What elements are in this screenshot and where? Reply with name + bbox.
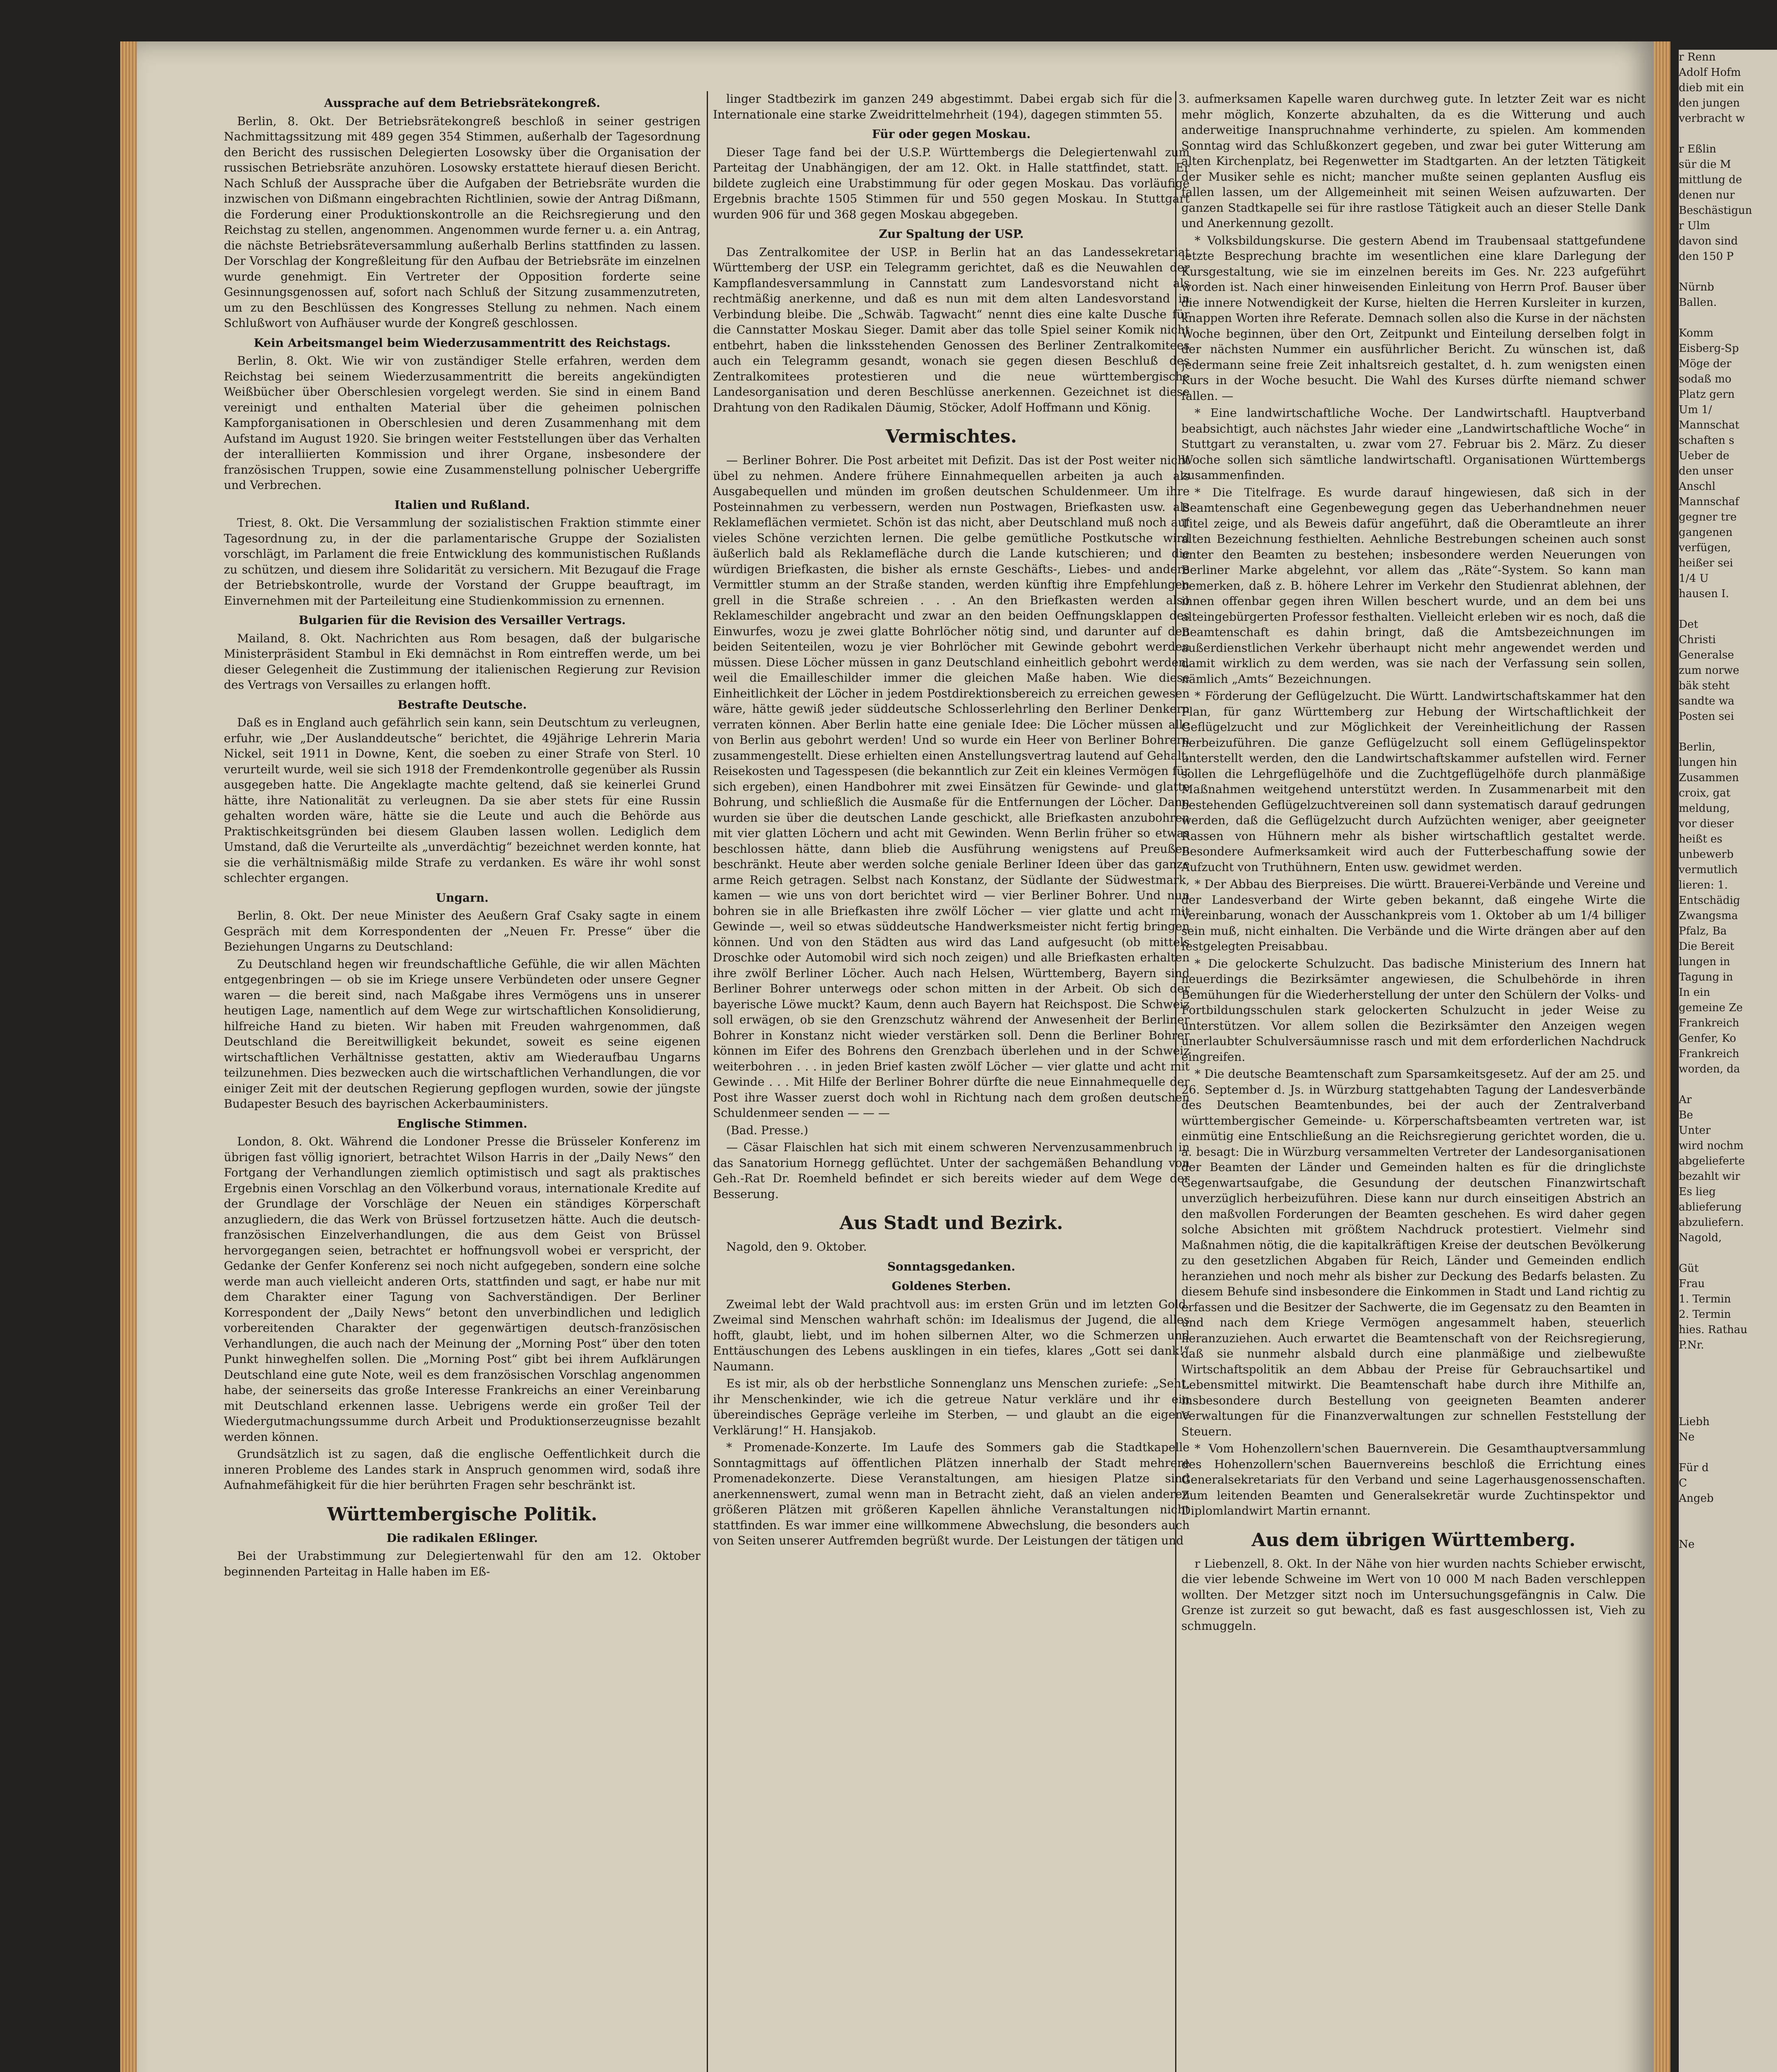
cut-off-line: hies. Rathau [1679, 1324, 1748, 1336]
paragraph: * Promenade-Konzerte. Im Laufe des Sommers gab die Stadtkapelle Sonntagmittags auf öffentlichen Plätzen innerhalb der Stadt mehrere Promenadekonzerte. Diese Veranstaltungen, am hiesigen Platze sind anerkennenswert, zumal wenn man in Betracht zieht, daß an vielen anderen größeren Plätzen mit größeren Kapellen ähnliche Veranstaltungen nicht stattfinden. Es war immer eine willkommene Abwechslung, die besonders auch von Seiten unserer Autfremden begrüßt wurde. Der Leistungen der tätigen und [713, 1440, 1190, 1547]
cut-off-line: verbracht w [1679, 112, 1745, 125]
cut-off-line: Liebh [1679, 1416, 1710, 1428]
cut-off-line: Eisberg-Sp [1679, 342, 1739, 355]
article-heading: Zur Spaltung der USP. [879, 227, 1024, 241]
paragraph: Zu Deutschland hegen wir freundschaftliche Gefühle, die wir allen Mächten entgegenbringen — ob sie im Kriege unsere Verbündeten oder unsere Gegner waren — die bereit sind, nach Maßgabe ihres Vermögens uns in unserer heutigen Lage, namentlich auf dem Wege zur wirtschaftlichen Konsolidierung, hilfreiche Hand zu bieten. Wir haben mit Freuden wahrgenommen, daß Deutschland die Bereitwilligkeit bekundet, soweit es seine eigenen wirtschaftlichen Verhältnisse gestatten, aktiv am Wiederaufbau Ungarns teilzunehmen. Dies bezwecken auch die wirtschaftlichen Verhandlungen, die vor einiger Zeit mit der deutschen Regierung gepflogen wurden, sowie der jüngste Budapester Besuch des bayrischen Ackerbauministers. [224, 957, 701, 1111]
cut-off-line: dieb mit ein [1679, 82, 1744, 94]
cut-off-line: sür die M [1679, 158, 1731, 171]
cut-off-line [1679, 264, 1777, 280]
cut-off-line: wird nochm [1679, 1140, 1744, 1152]
column-2 [713, 91, 1190, 2072]
cut-off-line: 2. Termin [1679, 1308, 1731, 1321]
cut-off-line [1679, 1506, 1777, 1522]
article-heading: Aussprache auf dem Betriebsrätekongreß. [324, 96, 601, 110]
paragraph: * Vom Hohenzollern'schen Bauernverein. Die Gesamthauptversammlung des Hohenzollern'schen Bauernvereins beschloß die Errichtung eines Generalsekretariats für den Verband und seine Lagerhausgenossenschaften. Zum leitenden Beamten und Generalsekretär wurde Zuchtinspektor und Diplomlandwirt Martin ernannt. [1181, 1442, 1646, 1518]
cut-off-line: Adolf Hofm [1679, 66, 1741, 79]
cut-off-line [1679, 724, 1777, 740]
cut-off-line: Posten sei [1679, 710, 1734, 723]
cut-off-line: 1. Termin [1679, 1293, 1731, 1305]
cut-off-line: Mannschat [1679, 419, 1740, 431]
paragraph: * Förderung der Geflügelzucht. Die Württ. Landwirtschaftskammer hat den Plan, für ganz Württemberg zur Hebung der Wirtschaftlichkeit der Geflügelzucht und zur Möglichkeit der Vereinheitlichung der Rassen herbeizuführen. Die ganze Geflügelzucht soll einem Geflügelinspektor unterstellt werden, den die Landwirtschaftskammer aufstellen wird. Ferner sollen die Lehrgeflügelhöfe und die Zuchtgeflügelhöfe durch planmäßige Maßnahmen weitgehend unterstützt werden. In Zusammenarbeit mit den bestehenden Geflügelzuchtvereinen soll dann systematisch darauf gedrungen werden, daß die Geflügelzucht durch Aufzüchten weniger, aber geeigneter Rassen von Hühnern mehr als bisher wirtschaftlich gestaltet werde. Besondere Aufmerksamkeit wird auch der Futterbeschaffung sowie der Aufzucht von Truthühnern, Enten usw. gewidmet werden. [1181, 689, 1646, 874]
cut-off-line: Zusammen [1679, 772, 1739, 784]
cut-off-line: Ne [1679, 1431, 1695, 1443]
cut-off-line: Mannschaf [1679, 496, 1739, 508]
cut-off-line: Berlin, [1679, 741, 1716, 753]
next-page-fragment [1679, 50, 1777, 2072]
cut-off-line: davon sind [1679, 235, 1738, 247]
cut-off-line: schaften s [1679, 434, 1734, 447]
cut-off-line: bäk steht [1679, 680, 1730, 692]
cut-off-line: worden, da [1679, 1063, 1740, 1075]
cut-off-line: Nürnb [1679, 281, 1714, 293]
article-heading: Ungarn. [436, 891, 489, 905]
cut-off-line [1679, 1384, 1777, 1399]
cut-off-line [1679, 1368, 1777, 1384]
paragraph: Berlin, 8. Okt. Der Betriebsrätekongreß beschloß in seiner gestrigen Nachmittagssitzung mit 489 gegen 354 Stimmen, außerhalb der Tagesordnung den Bericht des russischen Delegierten Losowsky über die Organisation der russischen Betriebsräte anzuhören. Losowsky erstattete hierauf diesen Bericht. Nach Schluß der Aussprache über die Aufgaben der Betriebsräte wurden die inzwischen von Dißmann eingebrachten Richtlinien, sowie der Antrag Dißmann, die Forderung einer Produktionskontrolle an die Reichsregierung und den Reichstag zu stellen, angenommen. Angenommen wurde ferner u. a. ein Antrag, die nächste Betriebsräteversammlung außerhalb Berlins stattfinden zu lassen. Der Vorschlag der Kongreßleitung für den Aufbau der Betriebsräte im einzelnen wurde genehmigt. Ein Vertreter der Opposition forderte seine Gesinnungsgenossen auf, sofort nach Schluß der Sitzung zusammenzutreten, um zu den Beschlüssen des Kongresses Stellung zu nehmen. Nach einem Schlußwort von Aufhäuser wurde der Kongreß geschlossen. [224, 114, 701, 330]
paragraph: Triest, 8. Okt. Die Versammlung der sozialistischen Fraktion stimmte einer Tagesordnung zu, in der die parlamentarische Gruppe der Sozialisten vorschlägt, im Parlament die freie Entwicklung des kommunistischen Rußlands zu schützen, und diesem ihre Solidarität zu versichern. Mit Bezugauf die Frage der Betriebskontrolle, wurde der Vorstand der Gruppe beauftragt, im Einvernehmen mit der Parteileitung eine Studienkommission zu ernennen. [224, 516, 701, 608]
cut-off-line: vor dieser [1679, 818, 1734, 830]
cut-off-line: gangenen [1679, 526, 1733, 539]
cut-off-line: Ueber de [1679, 450, 1730, 462]
cut-off-line: Entschädig [1679, 894, 1740, 907]
paragraph: * Der Abbau des Bierpreises. Die württ. Brauerei-Verbände und Vereine und der Landesverband der Wirte geben bekannt, daß eingehe Wirte die Vereinbarung, wonach der Ausschankpreis vom 1. Oktober ab um 1/4 billiger sein muß, nicht einhalten. Die Verbände und die Wirte drängen aber auf den festgelegten Preisabbau. [1181, 877, 1646, 953]
cut-off-line: In ein [1679, 986, 1710, 999]
cut-off-line: Unter [1679, 1124, 1711, 1137]
paragraph: * Die gelockerte Schulzucht. Das badische Ministerium des Innern hat neuerdings die Bezirksämter angewiesen, die Schulbehörde in ihren Bemühungen für die Wiederherstellung der unter den Schülern der Volks- und Fortbildungsschulen stark gelockerten Schulzucht in jeder Weise zu unterstützen. Vor allem sollen die Bezirksämter den Anzeigen wegen unerlaubter Schulversäumnisse rasch und mit dem erforderlichen Nachdruck eingreifen. [1181, 956, 1646, 1064]
cut-off-line: sodaß mo [1679, 373, 1732, 385]
cut-off-line: Ar [1679, 1094, 1692, 1106]
paragraph: Berlin, 8. Okt. Wie wir von zuständiger Stelle erfahren, werden dem Reichstag bei seinem Wiederzusammentritt die bereits angekündigten Weißbücher über Oberschlesien vorgelegt werden. Sie sind in einem Band vereinigt und enthalten Material über die geheimen polnischen Kampforganisationen in Oberschlesien und deren Zusammenhang mit dem Aufstand im August 1920. Sie bringen weiter Feststellungen über das Verhalten der interalliierten Kommission und ihrer Organe, insbesondere der französischen Truppen, sowie eine Zusammenstellung polnischer Uebergriffe und Verbrechen. [224, 354, 701, 492]
cut-off-line: Be [1679, 1109, 1693, 1121]
cut-off-line: P.Nr. [1679, 1339, 1704, 1351]
cut-off-line: Ballen. [1679, 296, 1717, 309]
paragraph: London, 8. Okt. Während die Londoner Presse die Brüsseler Konferenz im übrigen fast völlig ignoriert, betrachtet Wilson Harris in der „Daily News“ den Fortgang der Verhandlungen ziemlich optimistisch und sagt als praktisches Ergebnis einen Vorschlag an den Völkerbund voraus, internationale Kredite auf der Grundlage der Vorschläge der Neuen ein ständiges Körperschaft anzugliedern, die das Werk von Brüssel fortzusetzen hätte. Auch die deutsch-französischen Einzelverhandlungen, die aus dem Geist von Brüssel hervorgegangen seien, betrachtet er hoffnungsvoll wobei er verspricht, der Gedanke der Genfer Konferenz sei noch nicht aufgegeben, sondern eine solche werde man auch vielleicht anderen Orts, stattfinden und sagt, er habe nur mit dem Charakter einer Tagung von Sachverständigen. Der Berliner Korrespondent der „Daily News“ betont den unverbindlichen und lediglich vorbereitenden Charakter der gegenwärtigen deutsch-französischen Verhandlungen, die auch nach der Meinung der „Morning Post“ über den toten Punkt hinweghelfen sollen. Die „Morning Post“ gibt bei ihrem Aufklärungen Deutschland eine gute Note, weil es dem französischen Vorschlag angenommen habe, der seinerseits das große Interesse Frankreichs an einer Vereinbarung mit Deutschland erkennen lasse. Uebrigens werde ein großer Teil der Wiedergutmachungssumme durch Arbeit und Produktionserzeugnisse bezahlt werden können. [224, 1135, 701, 1444]
cut-off-line: Anschl [1679, 480, 1716, 493]
cut-off-line: Güt [1679, 1262, 1699, 1275]
cut-off-line: mittlung de [1679, 174, 1742, 186]
paragraph: Grundsätzlich ist zu sagen, daß die englische Oeffentlichkeit durch die inneren Probleme des Landes stark in Anspruch genommen wird, sodaß ihre Aufnahmefähigkeit für die hier berührten Fragen sehr beschränkt ist. [224, 1447, 701, 1492]
cut-off-line: Pfalz, Ba [1679, 925, 1727, 937]
article-heading: Bulgarien für die Revision des Versailler Vertrags. [298, 613, 626, 627]
cut-off-line: Komm [1679, 327, 1714, 339]
cut-off-line: Nagold, [1679, 1232, 1722, 1244]
cut-off-line: r Ulm [1679, 220, 1710, 232]
cut-off-line [1679, 1522, 1777, 1537]
cut-off-line: gegner tre [1679, 511, 1737, 523]
cut-off-line: Für d [1679, 1462, 1709, 1474]
paragraph: (Bad. Presse.) [726, 1123, 808, 1137]
cut-off-line: Platz gern [1679, 388, 1735, 401]
paragraph: * Volksbildungskurse. Die gestern Abend im Traubensaal stattgefundene letzte Besprechung brachte im wesentlichen eine klare Darlegung der Kursgestaltung, wie sie im einzelnen bereits im Ges. Nr. 223 aufgeführt worden ist. Nach einer hinweisenden Einleitung von Herrn Prof. Bauser über die innere Notwendigkeit der Kurse, hielten die Herren Kursleiter in kurzen, knappen Worten ihre Referate. Demnach sollen also die Kurse in der nächsten Woche beginnen, über den Ort, Zeitpunkt und Einteilung derselben folgt in der nächsten Nummer ein ausführlicher Bericht. Zu wünschen ist, daß jedermann seine freie Zeit inhaltsreich gestaltet, d. h. zum wenigsten einen Kurs in der Woche besucht. Die Wahl des Kurses dürfte niemand schwer fallen. — [1181, 233, 1646, 403]
paragraph: r Liebenzell, 8. Okt. In der Nähe von hier wurden nachts Schieber erwischt, die vier lebende Schweine im Wert von 10 000 M nach Baden verschleppen wollten. Der Metzger sitzt noch im Untersuchungsgefängnis in Calw. Die Grenze ist zurzeit so gut bewacht, daß es fast ausgeschlossen ist, Vieh zu schmuggeln. [1181, 1556, 1646, 1633]
cut-off-line: verfügen, [1679, 542, 1731, 554]
cut-off-line: bezahlt wir [1679, 1170, 1741, 1183]
column-3 [1181, 91, 1646, 2072]
section-heading: Aus Stadt und Bezirk. [839, 1213, 1063, 1234]
cut-off-line: Um 1/ [1679, 404, 1712, 416]
cut-off-line: croix, gat [1679, 787, 1731, 799]
paragraph: Bei der Urabstimmung zur Delegiertenwahl für den am 12. Oktober beginnenden Parteitag in Halle haben im Eß- [224, 1549, 701, 1578]
cut-off-line [1679, 126, 1777, 142]
cut-off-line: denen nur [1679, 189, 1735, 201]
cut-off-line: Ne [1679, 1538, 1695, 1551]
paragraph: Es ist mir, als ob der herbstliche Sonnenglanz uns Menschen zuriefe: „Seht, ihr Menschenkinder, wie ich die getreue Natur verkläre und ihr ein übereindisches Gepräge verleihe im Sterben, — und glaubt an die eigene Verklärung!“ H. Hansjakob. [713, 1377, 1190, 1437]
cut-off-line: Es lieg [1679, 1186, 1716, 1198]
article-heading: Bestrafte Deutsche. [398, 697, 527, 712]
cut-off-line: heißt es [1679, 833, 1723, 845]
cut-off-line [1679, 1246, 1777, 1261]
cut-off-line: hausen I. [1679, 588, 1729, 600]
cut-off-line: Beschästigun [1679, 204, 1752, 217]
cut-off-line: Frankreich [1679, 1048, 1739, 1060]
article-heading: Für oder gegen Moskau. [872, 127, 1031, 141]
column-1 [224, 91, 701, 2072]
paragraph: linger Stadtbezirk im ganzen 249 abgestimmt. Dabei ergab sich für die 3. Internationale eine starke Zweidrittelmehrheit (194), dagegen stimmten 55. [713, 92, 1190, 121]
cut-off-line: den 150 P [1679, 250, 1734, 263]
cut-off-line: zum norwe [1679, 664, 1739, 677]
cut-off-line: lungen in [1679, 956, 1730, 968]
article-heading: Goldenes Sterben. [892, 1279, 1011, 1293]
paragraph: Dieser Tage fand bei der U.S.P. Württembergs die Delegiertenwahl zum Parteitag der Unabhängigen, der am 12. Okt. in Halle stattfindet, statt. Er bildete zugleich eine Urabstimmung für oder gegen Moskau. Das vorläufige Ergebnis brachte 1505 Stimmen für und 550 gegen Moskau. In Stuttgart wurden 906 für und 368 gegen Moskau abgegeben. [713, 145, 1190, 221]
cut-off-line: Generalse [1679, 649, 1734, 661]
cut-off-line: meldung, [1679, 802, 1730, 815]
cut-off-line: heißer sei [1679, 557, 1733, 569]
cut-off-line: den unser [1679, 465, 1733, 477]
section-heading: Aus dem übrigen Württemberg. [1251, 1529, 1576, 1551]
cut-off-line: den jungen [1679, 97, 1740, 109]
section-heading: Vermischtes. [885, 426, 1017, 447]
paragraph: * Die deutsche Beamtenschaft zum Sparsamkeitsgesetz. Auf der am 25. und 26. September d. Js. in Würzburg stattgehabten Tagung der Landesverbände des Deutschen Beamtenbundes, bei der auch der Zentralverband württembergischer Gemeinde- u. Körperschaftsbeamten vertreten war, ist einmütig eine Entschließung an die Reichsregierung gerichtet worden, die u. a. besagt: Die in Würzburg versammelten Vertreter der Landesorganisationen der Beamten der Länder und Gemeinden halten es für die dringlichste Gegenwartsaufgabe, die Gesundung der deutschen Finanzwirtschaft unverzüglich herbeizuführen. Diese kann nur durch einseitigen Abstrich an den maßvollen Forderungen der Beamten geschehen. Es wird daher gegen solche Absichten mit größtem Nachdruck protestiert. Vielmehr sind Maßnahmen nötig, die die kapitalkräftigen Kreise der deutschen Bevölkerung zu den gesetzlichen Abgaben für Reich, Länder und Gemeinden endlich heranziehen und noch mehr als bisher zur Deckung des Bedarfs belasten. Zu diesem Behufe sind insbesondere die Einkommen in Stadt und Land richtig zu erfassen und die Besitzer der Sachwerte, die im Gegensatz zu den Beamten in und nach dem Kriege Vermögen angesammelt haben, steuerlich heranzuziehen. Auch erwartet die Beamtenschaft von der Reichsregierung, daß sie nunmehr alsbald durch eine planmäßige und zielbewußte Wirtschaftspolitik an dem Abbau der Preise für Gebrauchsartikel und Lebensmittel mitwirkt. Die Beamtenschaft habe durch ihre Mithilfe an, insbesondere durch Bestellung von geeigneten Beamten anderer Verwaltungen für die Finanzverwaltungen zur schnellen Feststellung der Steuern. [1181, 1067, 1646, 1438]
paragraph: Das Zentralkomitee der USP. in Berlin hat an das Landessekretariat Württemberg der USP. ein Telegramm gerichtet, daß es die Neuwahlen der Kampflandesversammlung in Cannstatt zum Landesvorstand nicht als rechtmäßig anerkenne, und daß es nun mit dem alten Landesvorstand in Verbindung bleibe. Die „Schwäb. Tagwacht“ nennt dies eine kalte Dusche für die Cannstatter Moskau Sieger. Damit aber das tolle Spiel seiner Komik nicht entbehrt, haben die linksstehenden Genossen des Berliner Zentralkomitees auch ein Telegramm gesandt, wonach sie gegen diesen Beschluß des Zentralkomitees protestieren und die neue württembergische Landesorganisation und deren Beschlüsse anerkennen. Gezeichnet ist diese Drahtung von den Radikalen Däumig, Stöcker, Adolf Hoffmann und König. [713, 245, 1190, 414]
cut-off-line: gemeine Ze [1679, 1002, 1743, 1014]
page-edges-left [120, 41, 137, 2072]
cut-off-line: Frau [1679, 1278, 1705, 1290]
cut-off-line: Genfer, Ko [1679, 1032, 1736, 1045]
article-heading: Kein Arbeitsmangel beim Wiederzusammentritt des Reichstags. [254, 336, 671, 350]
cut-off-line: C [1679, 1477, 1687, 1489]
cut-off-line: 1/4 U [1679, 572, 1709, 585]
cut-off-line: Det [1679, 618, 1698, 631]
cut-off-line: Christi [1679, 634, 1716, 646]
section-heading: Württembergische Politik. [327, 1503, 597, 1525]
paragraph: — Berliner Bohrer. Die Post arbeitet mit Defizit. Das ist der Post weiter nicht übel zu nehmen. Andere frühere Einnahmequellen arbeiten ja auch als Ausgabequellen und münden im großen deutschen Schuldenmeer. Um ihre Posteinnahmen zu verbessern, werden nun Postwagen, Briefkasten usw. als Reklameflächen vermietet. Schön ist das nicht, aber Deutschland muß noch auf vieles Schöne verzichten lernen. Die gelbe gemütliche Postkutsche wird äußerlich bald als Reklamefläche durch die Lande kutschieren; und die würdigen Briefkasten, die bisher als ernste Geschäfts-, Liebes- und andere Vermittler stumm an der Straße standen, werden künftig ihre Empfehlungen grell in die Straße schreien . . . An den Briefkasten werden also Reklameschilder angebracht und zwar an den beiden Oeffnungsklappen des Einwurfes, wozu je zwei glatte Bohrlöcher nötig sind, und darunter auf den beiden Seitenteilen, wozu je vier Bohrlöcher mit Gewinde gebohrt werden müssen. Diese Löcher müssen in ganz Deutschland einheitlich gebohrt werden, weil die Emailleschilder immer die gleichen Maße haben. Wie diese Einheitlichkeit der Löcher in jedem Postdirektionsbereich zu erreichen gewesen wäre, hätte gewiß jeder süddeutsche Schlosserlehrling den Berliner Denkern verraten können. Aber Berlin hatte eine geniale Idee: Die Löcher müssen alle von Berlin aus gebohrt werden! Und so wurde ein Heer von Berliner Bohrern zusammengestellt. Diese erhielten einen Anstellungsvertrag lautend auf Gehalt, Reisekosten und Tagesspesen (die bekanntlich zur Zeit ein kleines Vermögen für sich ergeben), einen Handbohrer mit zwei Einsätzen für Gewinde- und glatte Bohrung, und schließlich die Ausmaße für die Entfernungen der Löcher. Dann wurden sie über die deutschen Lande geschickt, alle Briefkasten anzubohren mit vier glatten Löchern und acht mit Gewinden. Wenn Berlin früher so etwas beschlossen hätte, dann blieb die Ausführung wenigstens auf Preußen beschränkt. Heute aber werden solche geniale Berliner Ideen über das ganze arme Reich getragen. Selbst nach Konstanz, der Südlante der Südwestmark, kamen — wie uns von dort berichtet wird — vier Berliner Bohrer. Und nun bohren sie in alle Briefkasten ihre zwölf Löcher — vier glatte und acht mit Gewinde —, weil so etwas süddeutsche Handwerksmeister nicht fertig bringen können. Und von den Städten aus wird das Land aufgesucht (ob mittels Droschke oder Automobil wird sich noch zeigen) und alle Briefkasten erhalten ihre zwölf Berliner Löcher. Auch nach Helsen, Württemberg, Bayern sind Berliner Bohrer unterwegs oder schon mitten in der Arbeit. Ob sich der bayerische Löwe muckt? Kaum, denn auch Bayern hat Reichspost. Die Schweiz soll erwägen, ob sie den Grenzschutz während der Anwesenheit der Berliner Bohrer in Konstanz nicht wieder verstärken soll. Denn die Berliner Bohrer können im Eifer des Bohrens den Grenzbach überlehen und in der Schweiz weiterbohren . . . in jeden Brief kasten zwölf Löcher — vier glatte und acht mit Gewinde . . . Mit Hilfe der Berliner Bohrer dürfte die neue Einnahmequelle der Post ihre Wasser zuerst doch wohl in Richtung nach dem großen deutschen Schuldenmeer senden — — — [713, 453, 1190, 1120]
cut-off-line [1679, 1077, 1777, 1092]
cut-off-line: unbewerb [1679, 848, 1734, 861]
paragraph: Berlin, 8. Okt. Der neue Minister des Aeußern Graf Csaky sagte in einem Gespräch mit dem Korrespondenten der „Neuen Fr. Presse“ über die Beziehungen Ungarns zu Deutschland: [224, 909, 701, 954]
article-heading: Die radikalen Eßlinger. [386, 1531, 538, 1545]
cut-off-line: Angeb [1679, 1492, 1714, 1505]
cut-off-line: ablieferung [1679, 1201, 1742, 1213]
cut-off-line: Zwangsma [1679, 910, 1738, 922]
paragraph: Zweimal lebt der Wald prachtvoll aus: im ersten Grün und im letzten Gold. Zweimal sind Menschen wahrhaft schön: im Idealismus der Jugend, die alles hofft, glaubt, liebt, und im hohen silbernen Alter, wo die Schmerzen und Enttäuschungen des Lebens ausklingen in ein tiefes, klares „Gott sei dank!“ Naumann. [713, 1297, 1190, 1373]
cut-off-line: abgelieferte [1679, 1155, 1745, 1167]
cut-off-line [1679, 1445, 1777, 1460]
cut-off-line: abzuliefern. [1679, 1216, 1744, 1229]
paragraph: Mailand, 8. Okt. Nachrichten aus Rom besagen, daß der bulgarische Ministerpräsident Stambul in Eki demnächst in Rom eintreffen werde, um bei dieser Gelegenheit die Zustimmung der italienischen Regierung zur Revision des Vertrags von Versailles zu erlangen hofft. [224, 631, 701, 692]
cut-off-line [1679, 1399, 1777, 1414]
paragraph: Daß es in England auch gefährlich sein kann, sein Deutschtum zu verleugnen, erfuhr, wie „Der Auslanddeutsche“ berichtet, die 49jährige Lehrerin Maria Nickel, seit 1911 in Downe, Kent, die soeben zu einer Strafe von Sterl. 10 verurteilt wurde, weil sie sich 1918 der Fremdenkontrolle gegenüber als Russin ausgegeben hatte. Die Angeklagte machte geltend, daß sie keinerlei Grund hätte, ihre Nationalität zu verleugnen. Da sie aber stets für eine Russin gehalten worden wäre, hätte sie die Leute und auch die Behörde aus Praktischkeitsgründen bei diesem Glauben lassen wollen. Lediglich dem Umstand, daß die Verurteilte als „unverdächtig“ bezeichnet werden konnte, hat sie die verhältnismäßig milde Strafe zu verdanken. Es wäre ihr wohl sonst schlechter ergangen. [224, 716, 701, 885]
cut-off-line [1679, 1353, 1777, 1368]
cut-off-line: lieren: 1. [1679, 879, 1728, 891]
article-heading: Italien und Rußland. [394, 498, 530, 512]
paragraph: * Eine landwirtschaftliche Woche. Der Landwirtschaftl. Hauptverband beabsichtigt, auch nächstes Jahr wieder eine „Landwirtschaftliche Woche“ in Stuttgart zu veranstalten, u. zwar vom 27. Februar bis 2. März. Zu dieser Woche sollen sich sämtliche landwirtschaftl. Organisationen Württembergs zusammenfinden. [1181, 406, 1646, 482]
page-edges-right [1654, 41, 1670, 2072]
article-heading: Sonntagsgedanken. [887, 1259, 1016, 1273]
cut-off-line: lungen hin [1679, 756, 1737, 769]
cut-off-line [1679, 310, 1777, 326]
cut-off-line: Tagung in [1679, 971, 1733, 983]
column-rule [707, 91, 708, 2072]
paragraph: * Die Titelfrage. Es wurde darauf hingewiesen, daß sich in der Beamtenschaft eine Gegenbewegung gegen das Ueberhandnehmen neuer Titel zeige, und als Beweis dafür angeführt, daß die Oberamtleute an ihrer alten Bezeichnung festhielten. Aehnliche Bestrebungen scheinen auch sonst unter den Beamten zu bestehen; insbesondere werden Neuerungen von Berliner Marke abgelehnt, vor allem das „Räte“-System. So kann man bemerken, daß z. B. höhere Lehrer im Verkehr den Studienrat ablehnen, der ihnen offenbar gegen ihren Willen beschert wurde, und an dem bei uns alteingebürgerten Professor festhalten. Vielleicht erleben wir es noch, daß die Beamtenschaft es dahin bringt, daß die Amtsbezeichnungen im außerdienstlichen Verkehr überhaupt nicht mehr angewendet werden und damit wirklich zu dem werden, was sie nach der Verfassung sein sollen, nämlich „Amts“ Bezeichnungen. [1181, 485, 1646, 686]
cut-off-line: Die Bereit [1679, 940, 1734, 953]
paragraph: aufmerksamen Kapelle waren durchweg gute. In letzter Zeit war es nicht mehr möglich, Konzerte abzuhalten, da es die Witterung und auch anderweitige Inanspruchnahme verhinderte, zu spielen. Am kommenden Sonntag wird das Schlußkonzert gegeben, und zwar bei guter Witterung am alten Kirchenplatz, bei Regenwetter im Stadtgarten. An der letzten Tätigkeit der Musiker sehle es nicht; mancher mußte seinen geplanten Ausflug eis fallen lassen, um der Allgemeinheit mit seinen Weisen aufzuwarten. Der ganzen Stadtkapelle sei für ihre rastlose Tätigkeit auch an dieser Stelle Dank und Anerkennung gezollt. [1181, 92, 1646, 230]
cut-off-line: r Eßlin [1679, 143, 1716, 155]
paragraph: — Cäsar Flaischlen hat sich mit einem schweren Nervenzusammenbruch in das Sanatorium Hornegg geflüchtet. Unter der sachgemäßen Behandlung von Geh.-Rat Dr. Roemheld befindet er sich bereits wieder auf dem Wege der Besserung. [713, 1140, 1190, 1201]
cut-off-line: Möge der [1679, 358, 1732, 370]
cut-off-line: sandte wa [1679, 695, 1735, 707]
cut-off-line: vermutlich [1679, 864, 1738, 876]
article-heading: Englische Stimmen. [397, 1116, 528, 1130]
cut-off-line [1679, 602, 1777, 617]
cut-off-line: r Renn [1679, 51, 1716, 63]
paragraph: Nagold, den 9. Oktober. [726, 1240, 867, 1254]
cut-off-line: Frankreich [1679, 1017, 1739, 1029]
